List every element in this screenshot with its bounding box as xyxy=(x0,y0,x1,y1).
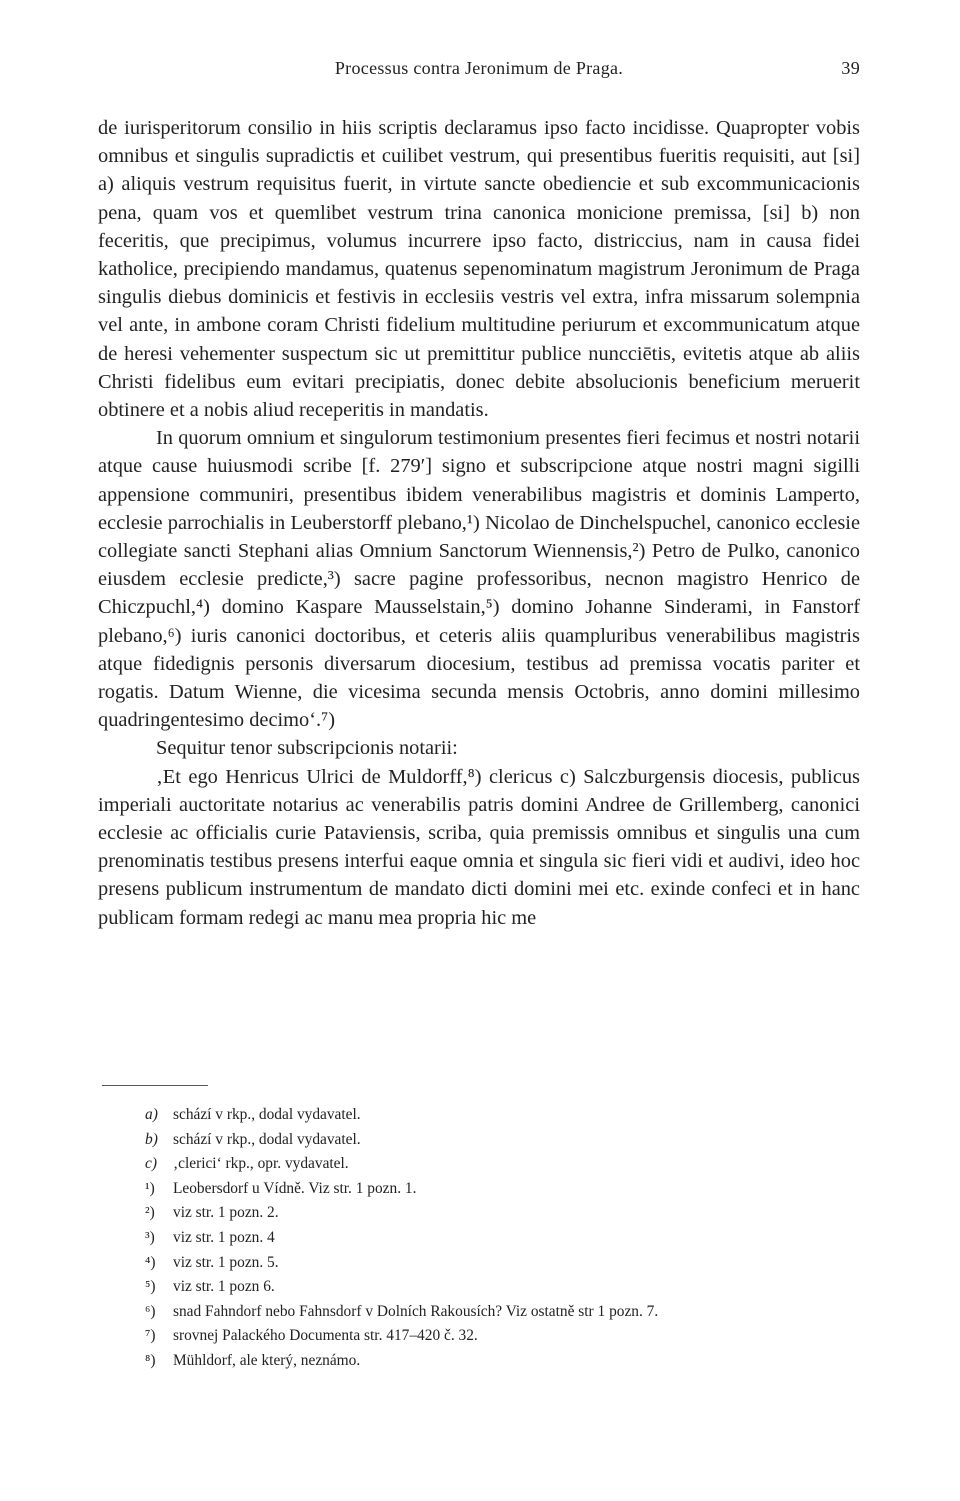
footnote-5 xyxy=(145,1275,865,1300)
paragraph-2: In quorum omnium et singulorum testimonium presentes fieri fecimus et nostri notarii atque cause huiusmodi scribe [f. 279′] signo et subscripcione atque nostri magni sigilli appensione communiri, presentibus ibidem venerabilibus magistris et dominis Lamperto, ecclesie parrochialis in Leuberstorff plebano,¹) Nicolao de Dinchelspuchel, canonico ecclesie collegiate sancti Stephani alias Omnium Sanctorum Wiennensis,²) Petro de Pulko, canonico eiusdem ecclesie predicte,³) sacre pagine professoribus, necnon magistro Henrico de Chiczpuchl,⁴) domino Kaspare Mausselstain,⁵) domino Johanne Sinderami, in Fanstorf plebano,⁶) iuris canonici doctoribus, et ceteris aliis quampluribus venerabilibus magistris atque fidedignis personis diversarum diocesium, testibus ad premissa vocatis pariter et rogatis. Datum Wienne, die vicesima secunda mensis Octobris, anno domini millesimo quadringentesimo decimo‘.⁷) xyxy=(98,427,860,732)
footnote-7 xyxy=(145,1324,865,1349)
footnote-text: srovnej Palackého Documenta str. 417–420 č. 32. xyxy=(173,1327,478,1345)
footnote-6 xyxy=(145,1300,865,1325)
footnote-1 xyxy=(145,1177,865,1202)
footnote-mark: b) xyxy=(145,1130,158,1148)
footnote-mark: ⁷) xyxy=(145,1327,156,1345)
footnote-text: Leobersdorf u Vídně. Viz str. 1 pozn. 1. xyxy=(173,1179,417,1197)
footnote-mark: ⁸) xyxy=(145,1351,156,1369)
page-number: 39 xyxy=(841,58,860,78)
paragraph-4: ‚Et ego Henricus Ulrici de Muldorff,⁸) clericus c) Salczburgensis diocesis, publicus imperiali auctoritate notarius ac venerabilis patris domini Andree de Grillemberg, canonici ecclesie ac officialis curie Pataviensis, scriba, quia premissis omnibus et singulis una cum prenominatis testibus presens interfui eaque omnia et singula sic fieri vidi et audivi, ideo hoc presens publicum instrumentum de mandato dicti domini mei etc. exinde confeci et in hanc publicam formam redegi ac manu mea propria hic me xyxy=(98,765,860,929)
paragraph-1: de iurisperitorum consilio in hiis scriptis declaramus ipso facto incidisse. Quapropter vobis omnibus et singulis supradictis et cuilibet vestrum, qui presentibus fueritis requisiti, aut [si] a) aliquis vestrum requisitus fuerit, in virtute sancte obediencie et sub excommunicacionis pena, quam vos et quemlibet vestrum trina canonica monicione premissa, [si] b) non feceritis, que precipimus, volumus incurrere ipso facto, districcius, nam in causa fidei katholice, precipiendo mandamus, quatenus sepenominatum magistrum Jeronimum de Praga singulis diebus dominicis et festivis in ecclesiis vestris vel extra, infra missarum solempnia vel ante, in ambone coram Christi fidelium multitudine periurum et excommunicatum atque de heresi vehementer suspectum sic ut premittitur publice nuncciētis, evitetis atque ab aliis Christi fidelibus eum evitari precipiatis, donec debite absolucionis beneficium meruerit obtinere et a nobis aliud receperitis in mandatis. xyxy=(98,117,860,422)
footnote-text: ‚clerici‘ rkp., opr. vydavatel. xyxy=(173,1155,349,1173)
footnote-mark: a) xyxy=(145,1106,158,1123)
footnote-mark: c) xyxy=(145,1155,157,1173)
paragraph-3: Sequitur tenor subscripcionis notarii: xyxy=(156,737,458,760)
footnote-text: viz str. 1 pozn 6. xyxy=(173,1278,275,1296)
footnote-text: viz str. 1 pozn. 5. xyxy=(173,1253,279,1271)
footnote-2 xyxy=(145,1201,865,1226)
footnote-mark: ³) xyxy=(145,1228,155,1246)
footnote-mark: ⁴) xyxy=(145,1253,156,1271)
footnote-4 xyxy=(145,1251,865,1276)
footnote-text: snad Fahndorf nebo Fahnsdorf v Dolních Rakousích? Viz ostatně str 1 pozn. 7. xyxy=(173,1302,659,1320)
footnote-mark: ²) xyxy=(145,1204,155,1222)
footnote-mark: ⁵) xyxy=(145,1278,156,1296)
footnote-text: schází v rkp., dodal vydavatel. xyxy=(173,1106,361,1123)
footnote-b xyxy=(145,1128,865,1153)
footnote-a xyxy=(145,1103,865,1128)
footnote-text: schází v rkp., dodal vydavatel. xyxy=(173,1130,361,1148)
footnote-mark: ⁶) xyxy=(145,1302,156,1320)
running-header xyxy=(98,58,860,88)
footnote-text: viz str. 1 pozn. 2. xyxy=(173,1204,279,1222)
footnotes xyxy=(145,1103,865,1374)
running-title: Processus contra Jeronimum de Praga. xyxy=(334,58,624,78)
footnote-text: Mühldorf, ale který, neznámo. xyxy=(173,1351,361,1369)
footnote-divider xyxy=(102,1085,208,1086)
footnote-3 xyxy=(145,1226,865,1251)
footnote-8 xyxy=(145,1349,865,1374)
main-text xyxy=(98,114,860,932)
footnote-mark: ¹) xyxy=(145,1179,155,1197)
footnote-c xyxy=(145,1152,865,1177)
footnote-text: viz str. 1 pozn. 4 xyxy=(173,1228,275,1246)
